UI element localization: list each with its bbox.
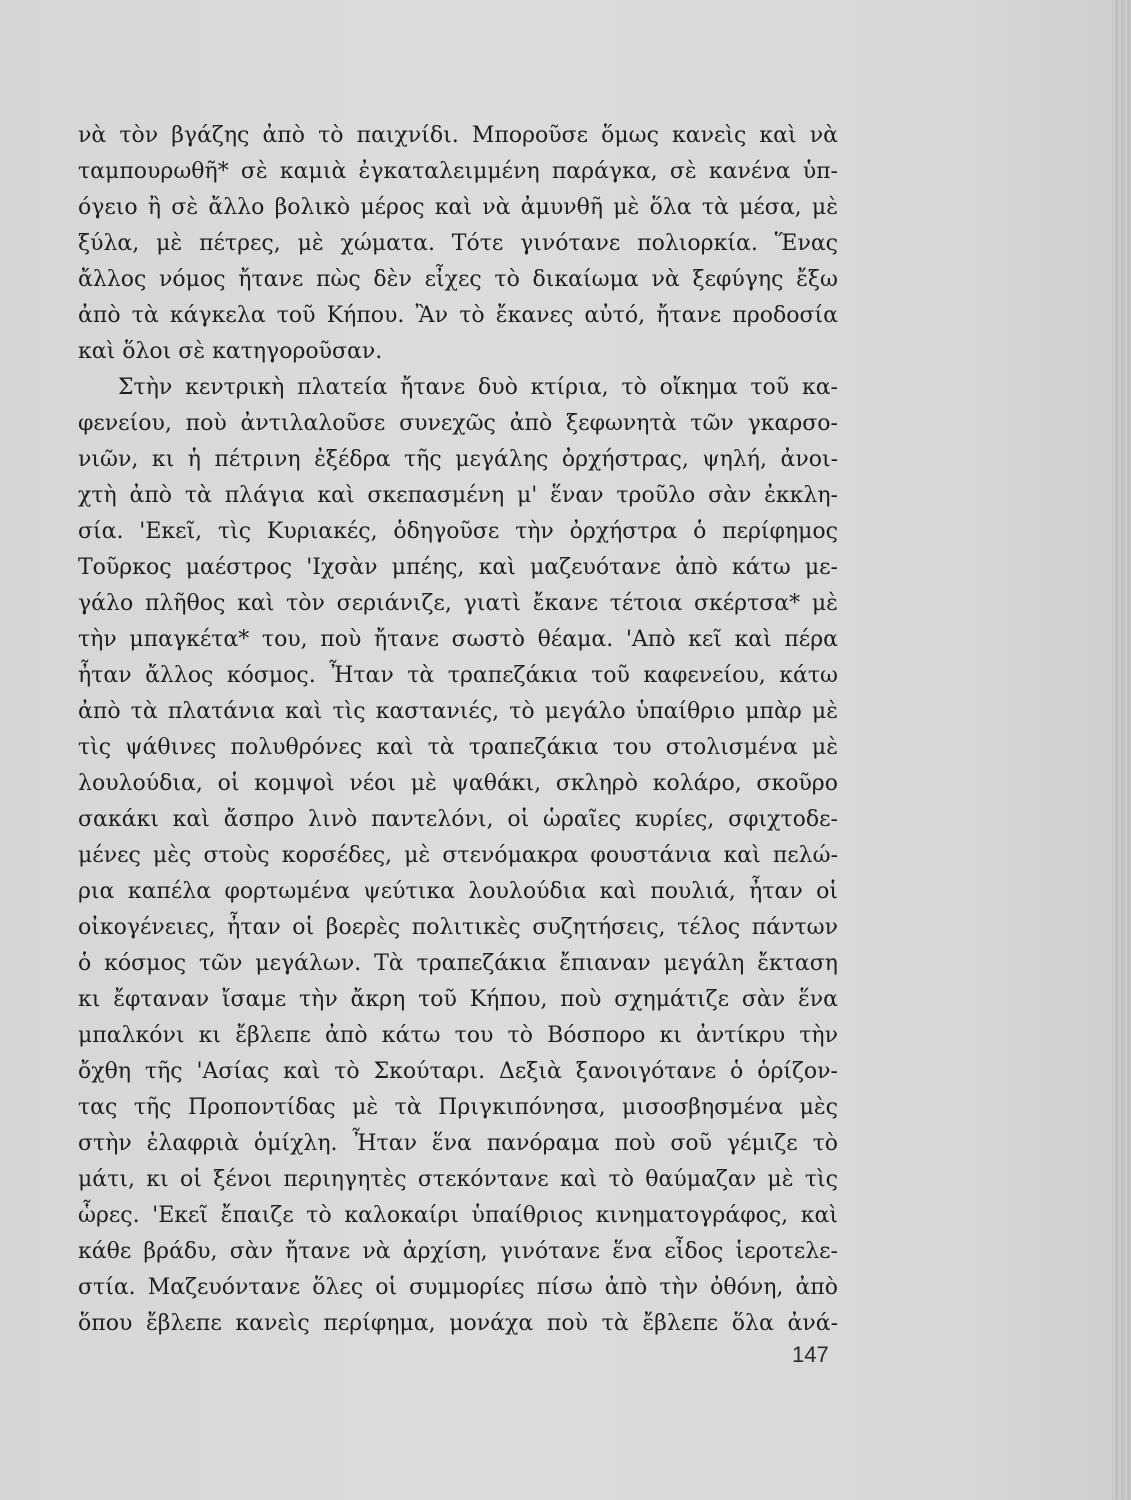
text-line: Τοῦρκος μαέστρος 'Ιχσὰν μπέης, καὶ μαζευότανε ἀπὸ κάτω με- xyxy=(78,555,838,580)
text-line: ρια καπέλα φορτωμένα ψεύτικα λουλούδια καὶ πουλιά, ἦταν οἱ xyxy=(78,879,838,904)
text-line: νιῶν, κι ἡ πέτρινη ἐξέδρα τῆς μεγάλης ὀρχήστρας, ψηλή, ἀνοι- xyxy=(78,447,838,472)
text-line: ὧρες. 'Εκεῖ ἔπαιζε τὸ καλοκαίρι ὑπαίθριος κινηματογράφος, καὶ xyxy=(78,1203,838,1228)
page-edge xyxy=(1112,0,1131,1500)
text-line: ξύλα, μὲ πέτρες, μὲ χώματα. Τότε γινότανε πολιορκία. Ἕνας xyxy=(78,231,838,256)
page-number: 147 xyxy=(792,1342,829,1367)
text-line: ἀπὸ τὰ κάγκελα τοῦ Κήπου. Ἂν τὸ ἔκανες αὐτό, ἤτανε προδοσία xyxy=(78,303,838,328)
body-text xyxy=(78,118,838,1342)
text-line: μπαλκόνι κι ἔβλεπε ἀπὸ κάτω του τὸ Βόσπορο κι ἀντίκρυ τὴν xyxy=(78,1023,838,1048)
text-line: κι ἔφταναν ἴσαμε τὴν ἄκρη τοῦ Κήπου, ποὺ σχημάτιζε σὰν ἕνα xyxy=(78,987,838,1012)
text-line: καὶ ὅλοι σὲ κατηγοροῦσαν. xyxy=(78,339,383,364)
text-line: τας τῆς Προποντίδας μὲ τὰ Πριγκιπόνησα, μισοσβησμένα μὲς xyxy=(78,1095,838,1120)
text-line: σακάκι καὶ ἄσπρο λινὸ παντελόνι, οἱ ὡραῖες κυρίες, σφιχτοδε- xyxy=(78,807,838,832)
text-line: ὄχθη τῆς 'Ασίας καὶ τὸ Σκούταρι. Δεξιὰ ξανοιγότανε ὁ ὁρίζον- xyxy=(78,1059,838,1084)
text-line: τὴν μπαγκέτα* του, ποὺ ἤτανε σωστὸ θέαμα. 'Απὸ κεῖ καὶ πέρα xyxy=(78,627,838,652)
text-line: μάτι, κι οἱ ξένοι περιηγητὲς στεκόντανε καὶ τὸ θαύμαζαν μὲ τὶς xyxy=(78,1167,838,1192)
text-line: οἰκογένειες, ἦταν οἱ βοερὲς πολιτικὲς συζητήσεις, τέλος πάντων xyxy=(78,915,838,940)
text-line: σία. 'Εκεῖ, τὶς Κυριακές, ὁδηγοῦσε τὴν ὀρχήστρα ὁ περίφημος xyxy=(78,519,838,544)
text-line: όγειο ἢ σὲ ἄλλο βολικὸ μέρος καὶ νὰ ἀμυνθῆ μὲ ὅλα τὰ μέσα, μὲ xyxy=(78,195,838,220)
text-line: λουλούδια, οἱ κομψοὶ νέοι μὲ ψαθάκι, σκληρὸ κολάρο, σκοῦρο xyxy=(78,771,838,796)
text-line: Στὴν κεντρικὴ πλατεία ἤτανε δυὸ κτίρια, τὸ οἴκημα τοῦ κα- xyxy=(118,375,838,400)
text-line: στία. Μαζευόντανε ὅλες οἱ συμμορίες πίσω ἀπὸ τὴν ὀθόνη, ἀπὸ xyxy=(78,1275,838,1300)
text-line: ἀπὸ τὰ πλατάνια καὶ τὶς καστανιές, τὸ μεγάλο ὑπαίθριο μπὰρ μὲ xyxy=(78,699,838,724)
text-line: ὅπου ἔβλεπε κανεὶς περίφημα, μονάχα ποὺ τὰ ἔβλεπε ὅλα ἀνά- xyxy=(78,1311,838,1336)
text-line: κάθε βράδυ, σὰν ἤτανε νὰ ἀρχίση, γινότανε ἕνα εἶδος ἱεροτελε- xyxy=(78,1239,838,1264)
text-line: μένες μὲς στοὺς κορσέδες, μὲ στενόμακρα φουστάνια καὶ πελώ- xyxy=(78,843,838,868)
text-line: νὰ τὸν βγάζης ἀπὸ τὸ παιχνίδι. Μποροῦσε ὅμως κανεὶς καὶ νὰ xyxy=(78,123,838,148)
text-line: τὶς ψάθινες πολυθρόνες καὶ τὰ τραπεζάκια του στολισμένα μὲ xyxy=(78,735,838,760)
text-line: στὴν ἐλαφριὰ ὁμίχλη. Ἦταν ἕνα πανόραμα ποὺ σοῦ γέμιζε τὸ xyxy=(78,1131,838,1156)
text-line: ταμπουρωθῆ* σὲ καμιὰ ἐγκαταλειμμένη παράγκα, σὲ κανένα ὑπ- xyxy=(78,159,838,184)
text-line: φενείου, ποὺ ἀντιλαλοῦσε συνεχῶς ἀπὸ ξεφωνητὰ τῶν γκαρσο- xyxy=(78,411,838,436)
text-line: ὁ κόσμος τῶν μεγάλων. Τὰ τραπεζάκια ἔπιαναν μεγάλη ἔκταση xyxy=(78,951,838,976)
text-line: ἦταν ἄλλος κόσμος. Ἦταν τὰ τραπεζάκια τοῦ καφενείου, κάτω xyxy=(78,663,838,688)
text-line: γάλο πλῆθος καὶ τὸν σεριάνιζε, γιατὶ ἔκανε τέτοια σκέρτσα* μὲ xyxy=(78,591,838,616)
text-line: ἄλλος νόμος ἤτανε πὼς δὲν εἶχες τὸ δικαίωμα νὰ ξεφύγης ἔξω xyxy=(78,267,838,292)
text-line: χτὴ ἀπὸ τὰ πλάγια καὶ σκεπασμένη μ' ἕναν τροῦλο σὰν ἐκκλη- xyxy=(78,483,838,508)
